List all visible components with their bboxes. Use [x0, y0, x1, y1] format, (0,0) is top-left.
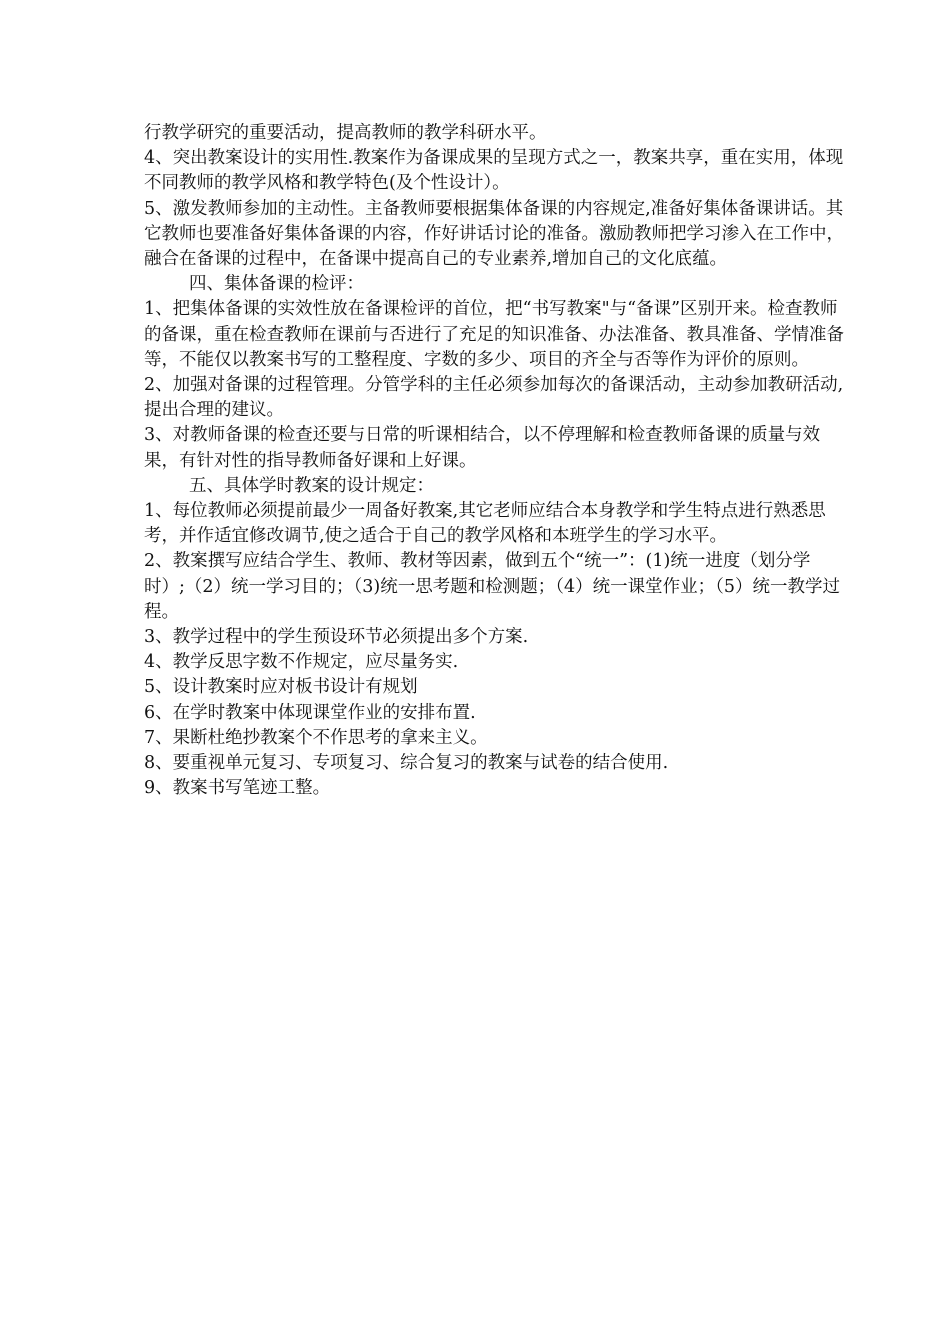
paragraph-review-2: 2、加强对备课的过程管理。分管学科的主任必须参加每次的备课活动，主动参加教研活动,提出合理的建议。 [144, 375, 844, 421]
section-heading-four: 四、集体备课的检评： [189, 274, 364, 295]
section-heading-five: 五、具体学时教案的设计规定： [189, 475, 434, 496]
paragraph-item-4: 4、突出教案设计的实用性.教案作为备课成果的呈现方式之一，教案共享，重在实用，体现不同教师的教学风格和教学特色(及个性设计）。 [144, 148, 844, 194]
paragraph-review-1: 1、把集体备课的实效性放在备课检评的首位，把“书写教案"与“备课”区别开来。检查教师的备课，重在检查教师在课前与否进行了充足的知识准备、办法准备、教具准备、学情准备等，不能仅以教案书写的工整程度、字数的多少、项目的齐全与否等作为评价的原则。 [144, 299, 844, 370]
paragraph-continued: 行教学研究的重要活动，提高教师的教学科研水平。 [144, 123, 547, 143]
document-body [144, 121, 844, 801]
paragraph-review-3: 3、对教师备课的检查还要与日常的听课相结合，以不停理解和检查教师备课的质量与效果，有针对性的指导教师备好课和上好课。 [144, 425, 821, 471]
paragraph-design-8: 8、要重视单元复习、专项复习、综合复习的教案与试卷的结合使用. [144, 753, 669, 774]
paragraph-design-9: 9、教案书写笔迹工整。 [144, 778, 331, 799]
paragraph-design-6: 6、在学时教案中体现课堂作业的安排布置. [144, 702, 476, 723]
paragraph-design-7: 7、果断杜绝抄教案个不作思考的拿来主义。 [144, 727, 488, 748]
paragraph-design-2: 2、教案撰写应结合学生、教师、教材等因素，做到五个“统一”：(1)统一进度（划分学时）;（2）统一学习目的；（3)统一思考题和检测题；（4）统一课堂作业；（5）统一教学过程。 [144, 551, 841, 622]
paragraph-design-4: 4、教学反思字数不作规定，应尽量务实. [144, 652, 459, 673]
paragraph-design-5: 5、设计教案时应对板书设计有规划 [144, 677, 418, 698]
paragraph-design-1: 1、每位教师必须提前最少一周备好教案,其它老师应结合本身教学和学生特点进行熟悉思考，并作适宜修改调节,使之适合于自己的教学风格和本班学生的学习水平。 [144, 501, 826, 547]
paragraph-design-3: 3、教学过程中的学生预设环节必须提出多个方案. [144, 627, 529, 648]
paragraph-item-5: 5、激发教师参加的主动性。主备教师要根据集体备课的内容规定,准备好集体备课讲话。其它教师也要准备好集体备课的内容，作好讲话讨论的准备。激励教师把学习渗入在工作中，融合在备课的过程中，在备课中提高自己的专业素养,增加自己的文化底蕴。 [144, 198, 844, 270]
